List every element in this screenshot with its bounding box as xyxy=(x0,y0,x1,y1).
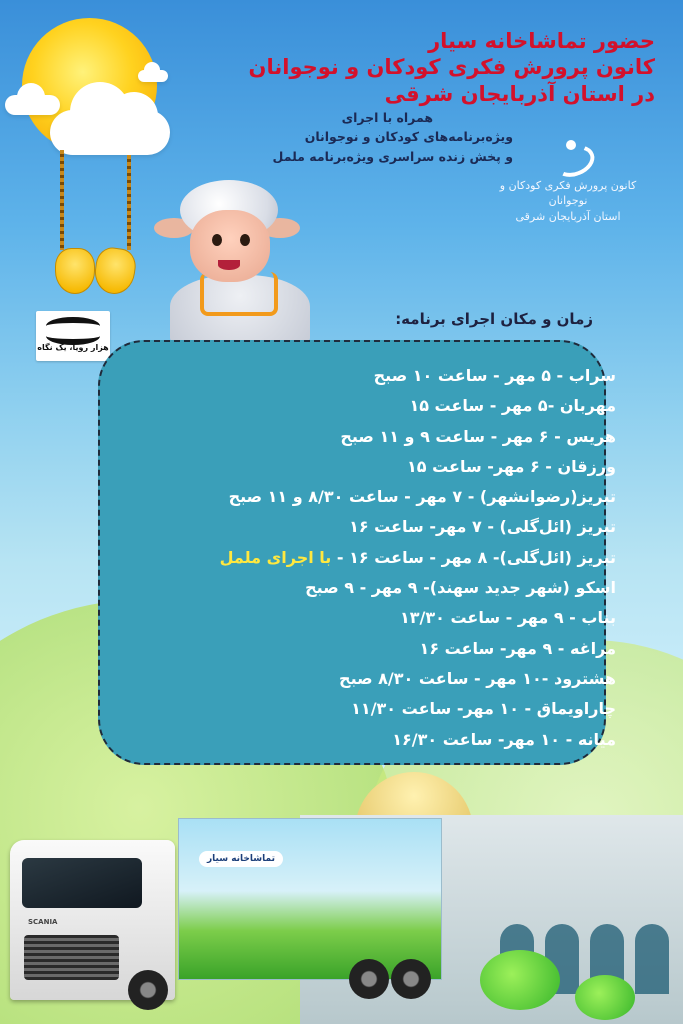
tragedy-mask-icon xyxy=(92,245,138,296)
schedule-item: مراغه - ۹ مهر- ساعت ۱۶ xyxy=(419,638,616,658)
schedule-item: بناب - ۹ مهر - ساعت ۱۳/۳۰ xyxy=(399,608,616,628)
green-bush xyxy=(480,950,560,1010)
schedule-highlight: با اجرای ململ xyxy=(219,547,332,567)
subtitle-line: همراه با اجرای xyxy=(341,110,433,125)
hanging-rope xyxy=(127,155,131,250)
schedule-item: تبریز(رضوانشهر) - ۷ مهر - ساعت ۸/۳۰ و ۱۱ صبح xyxy=(228,487,616,507)
comedy-mask-icon xyxy=(55,248,95,294)
schedule-item: تبریز (ائل‌گلی)- ۸ مهر - ساعت ۱۶ - با اجرای ململ xyxy=(219,547,616,567)
schedule-list xyxy=(156,361,616,755)
title-line: در استان آذربایجان شرقی xyxy=(384,81,655,106)
schedule-item: مهربان -۵ مهر - ساعت ۱۵ xyxy=(409,396,616,416)
green-bush xyxy=(575,975,635,1020)
org-name: کانون پرورش فکری کودکان و نوجوانان xyxy=(499,179,637,208)
trailer-label: تماشاخانه سیار xyxy=(199,851,283,867)
schedule-item: اسکو (شهر جدید سهند)- ۹ مهر - ۹ صبح xyxy=(305,578,616,598)
schedule-item: چاراویماق - ۱۰ مهر- ساعت ۱۱/۳۰ xyxy=(351,699,616,719)
subtitle-line: و پخش زنده سراسری ویژه‌برنامه ململ xyxy=(272,148,513,164)
cloud-icon xyxy=(5,95,60,115)
subtitle-line: ویژه‌برنامه‌های کودکان و نوجوانان xyxy=(304,129,513,145)
hezar-roya-logo-icon xyxy=(36,311,110,343)
schedule-item: هشترود -۱۰ مهر - ساعت ۸/۳۰ صبح xyxy=(339,668,616,688)
sheep-puppet-mascot xyxy=(160,180,320,340)
brand-slogan: هزار رویا، یک نگاه xyxy=(37,343,109,352)
title-line: کانون پرورش فکری کودکان و نوجوانان xyxy=(248,55,655,80)
truck-wheel xyxy=(128,970,168,1010)
poster-title xyxy=(235,28,655,107)
schedule-item: هریس - ۶ مهر - ساعت ۹ و ۱۱ صبح xyxy=(340,426,616,446)
hezar-roya-logo xyxy=(36,311,110,361)
truck-trailer xyxy=(178,818,442,980)
schedule-item: تبریز (ائل‌گلی) - ۷ مهر- ساعت ۱۶ xyxy=(349,517,616,537)
poster-subtitle xyxy=(273,108,513,166)
org-province: استان آذربایجان شرقی xyxy=(515,209,621,223)
schedule-item: سراب - ۵ مهر - ساعت ۱۰ صبح xyxy=(373,366,616,385)
kanoon-org-logo xyxy=(493,138,643,224)
truck-wheel xyxy=(391,959,431,999)
cloud-icon xyxy=(138,70,168,82)
schedule-item: ورزقان - ۶ مهر- ساعت ۱۵ xyxy=(407,456,616,476)
hanging-rope xyxy=(60,150,64,250)
cloud-icon xyxy=(50,110,170,155)
mobile-theater-truck xyxy=(10,818,440,1008)
title-line: حضور تماشاخانه سیار xyxy=(428,29,655,53)
kanoon-logo-icon xyxy=(538,138,598,178)
schedule-heading: زمان و مکان اجرای برنامه: xyxy=(395,310,593,328)
schedule-item: میانه - ۱۰ مهر- ساعت ۱۶/۳۰ xyxy=(392,729,616,749)
truck-wheel xyxy=(349,959,389,999)
truck-brand: SCANIA xyxy=(28,918,58,926)
